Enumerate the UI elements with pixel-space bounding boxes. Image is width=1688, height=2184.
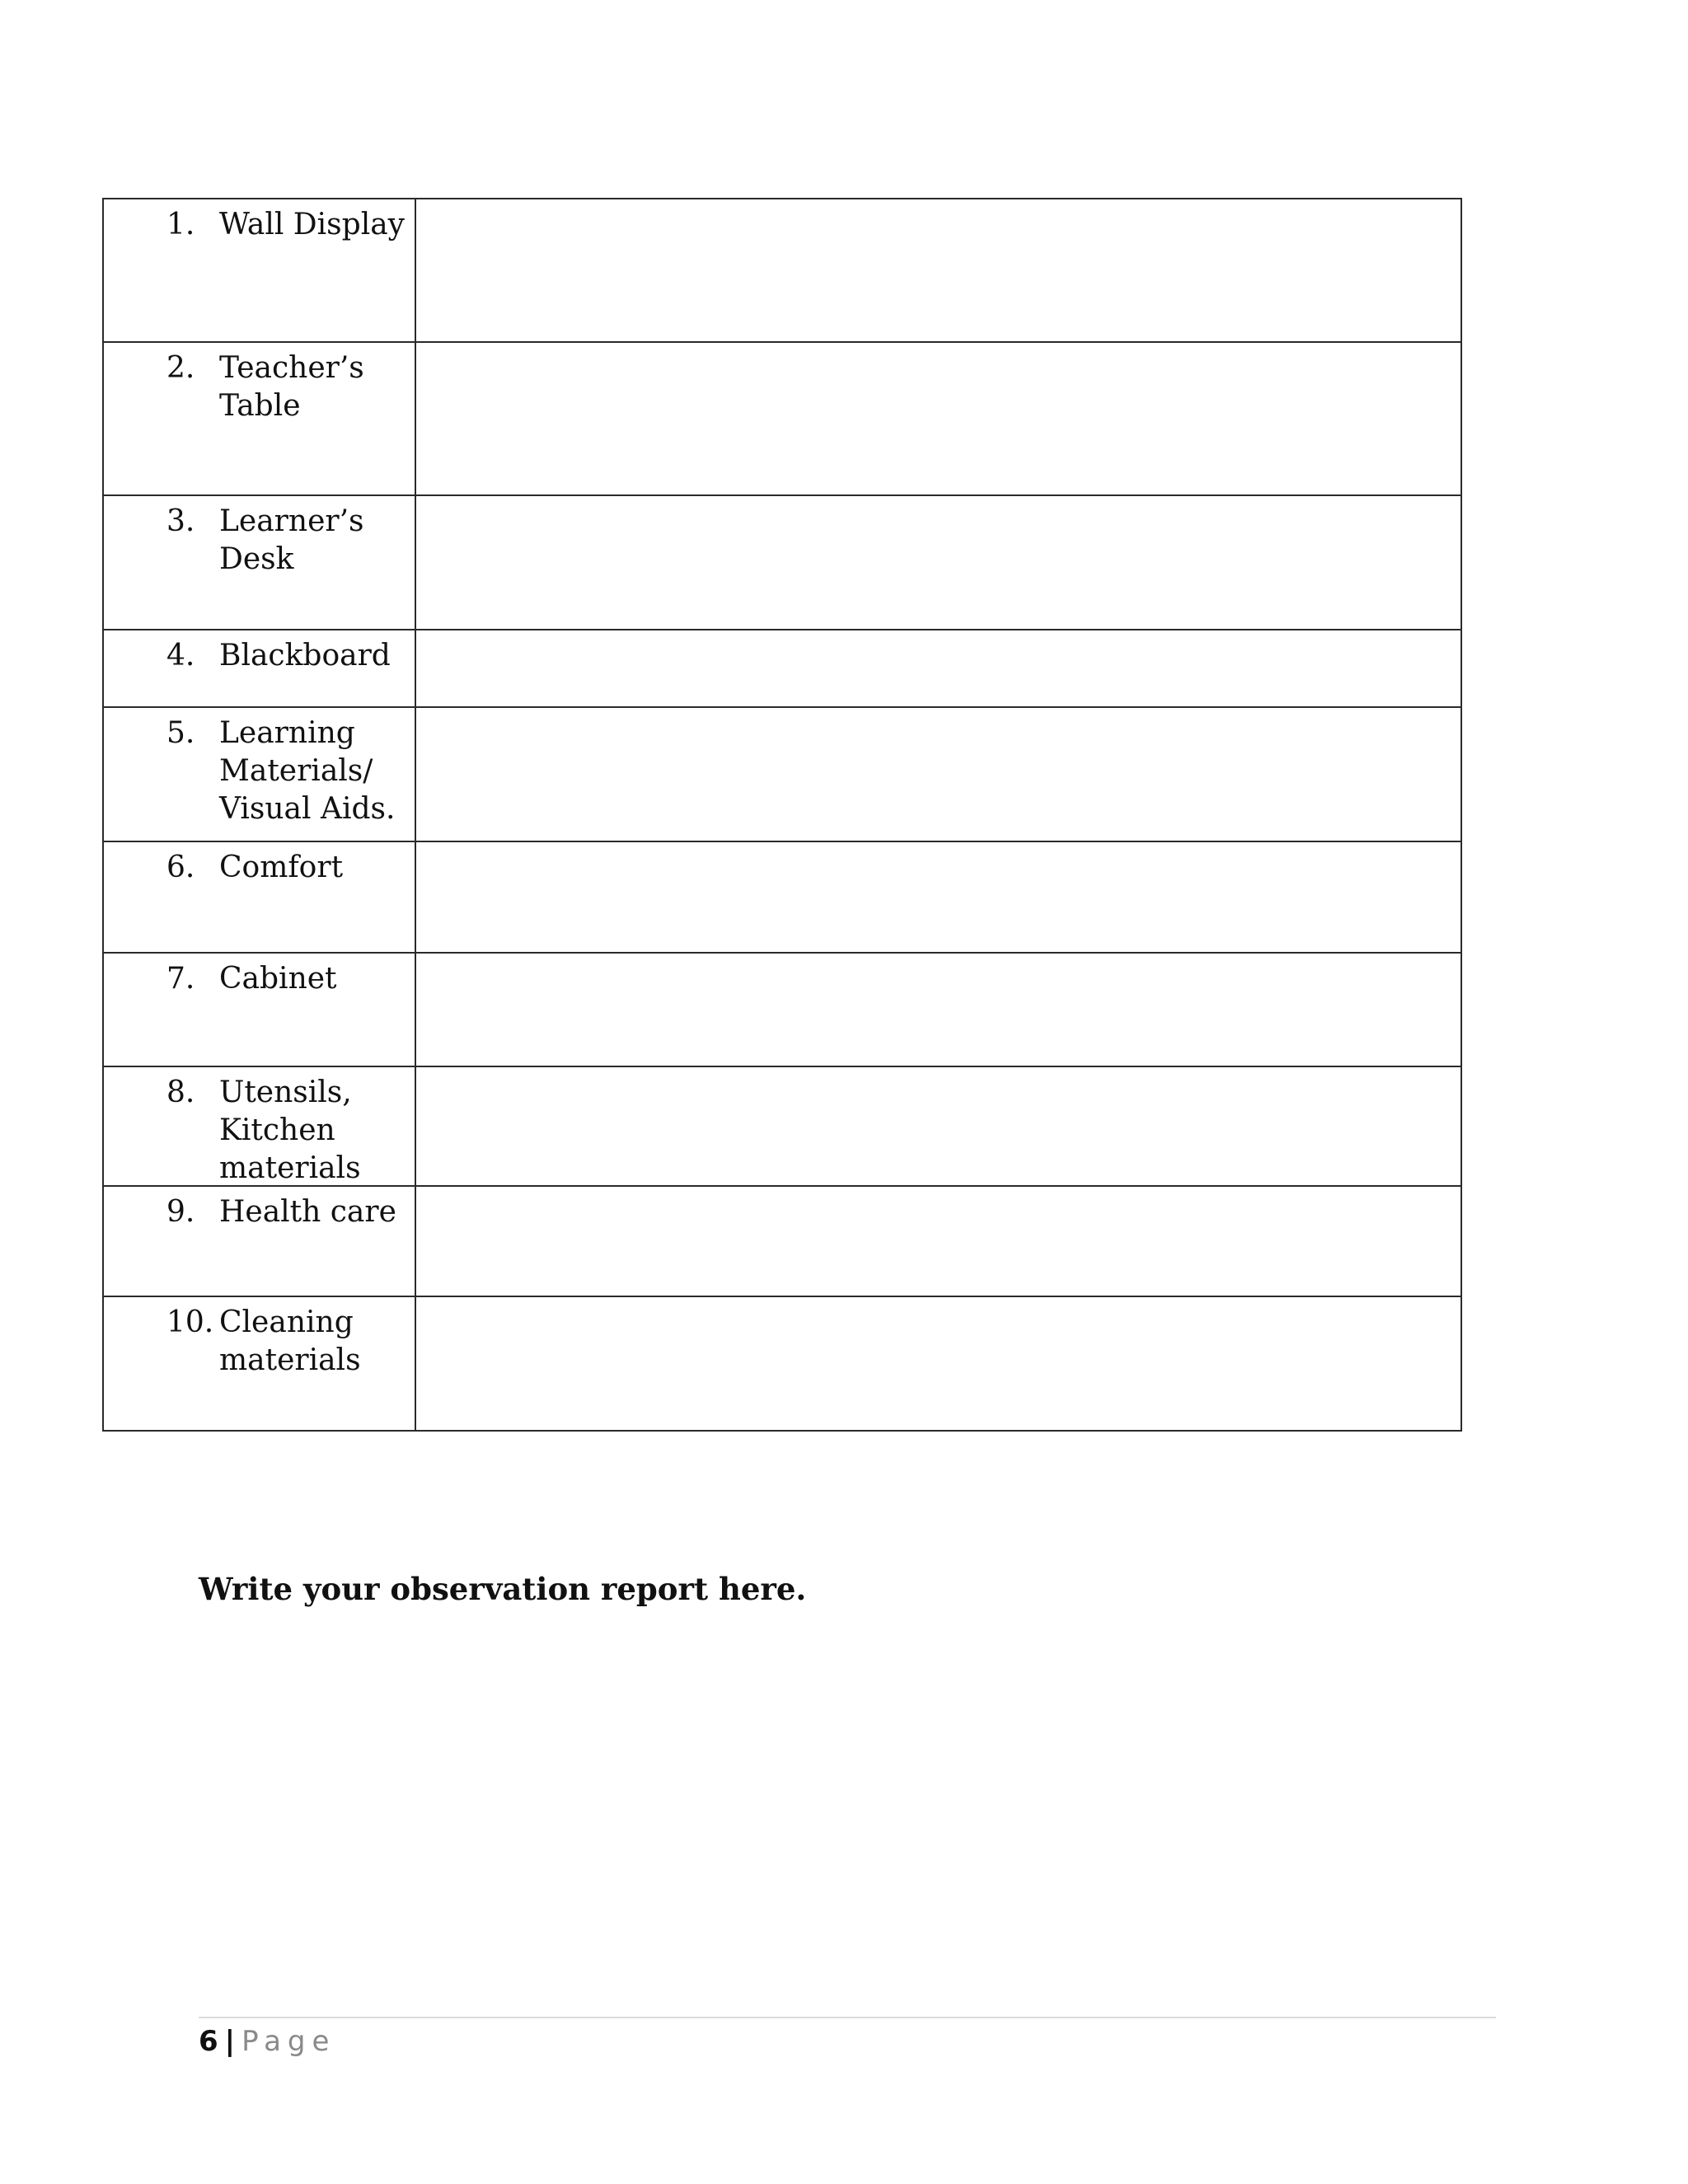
item-label: Comfort [219, 851, 344, 884]
item-label-cell [103, 199, 415, 342]
item-label-cell [103, 707, 415, 841]
page-footer [199, 2023, 335, 2060]
observation-cell[interactable] [415, 495, 1461, 630]
observation-cell[interactable] [415, 1296, 1461, 1431]
item-number: 5. [166, 716, 195, 750]
item-label: Cabinet [219, 962, 337, 996]
item-label: Learning Materials/ Visual Aids. [219, 716, 396, 826]
observation-cell[interactable] [415, 630, 1461, 707]
item-number: 2. [166, 351, 195, 385]
table-row [103, 495, 1461, 630]
item-label-cell [103, 342, 415, 495]
table-row [103, 1296, 1461, 1431]
table-row [103, 342, 1461, 495]
observation-cell[interactable] [415, 1066, 1461, 1186]
item-number: 7. [166, 962, 195, 996]
item-number: 4. [166, 639, 195, 673]
item-label-cell [103, 953, 415, 1066]
observation-cell[interactable] [415, 199, 1461, 342]
observation-cell[interactable] [415, 707, 1461, 841]
item-number: 8. [166, 1076, 195, 1109]
item-number: 10. [166, 1305, 214, 1339]
item-label: Health care [219, 1195, 396, 1229]
table-row [103, 1186, 1461, 1296]
item-number: 6. [166, 851, 195, 884]
item-label-cell [103, 1066, 415, 1186]
item-number: 1. [166, 208, 195, 241]
item-label: Teacher’s Table [219, 351, 364, 423]
table-row [103, 953, 1461, 1066]
item-label-cell [103, 841, 415, 953]
table-row [103, 841, 1461, 953]
observation-cell[interactable] [415, 342, 1461, 495]
table-row [103, 630, 1461, 707]
item-label-cell [103, 1296, 415, 1431]
item-label-cell [103, 1186, 415, 1296]
item-label: Wall Display [219, 208, 406, 241]
page-number: 6 [199, 2025, 218, 2058]
item-label-cell [103, 495, 415, 630]
footer-separator: | [224, 2025, 236, 2058]
item-label: Blackboard [219, 639, 391, 673]
table-row [103, 707, 1461, 841]
classroom-checklist-table [102, 198, 1462, 1432]
table-row [103, 1066, 1461, 1186]
item-label: Utensils, Kitchen materials [219, 1076, 361, 1185]
page-label: Page [241, 2025, 336, 2058]
item-label: Learner’s Desk [219, 504, 364, 576]
observation-cell[interactable] [415, 841, 1461, 953]
item-label: Cleaning materials [219, 1305, 361, 1377]
observation-cell[interactable] [415, 1186, 1461, 1296]
item-number: 9. [166, 1195, 195, 1229]
observation-cell[interactable] [415, 953, 1461, 1066]
table-row [103, 199, 1461, 342]
item-number: 3. [166, 504, 195, 538]
item-label-cell [103, 630, 415, 707]
footer-divider [199, 2017, 1496, 2018]
report-heading: Write your observation report here. [199, 1571, 807, 1607]
